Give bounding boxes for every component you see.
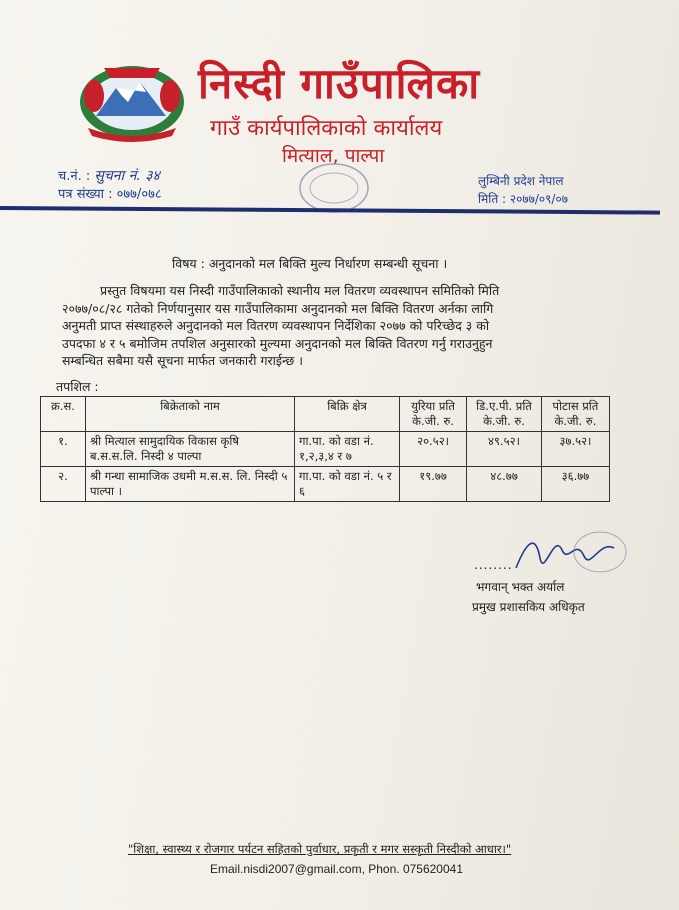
office-subtitle: गाउँ कार्यपालिकाको कार्यालय	[210, 116, 443, 141]
handwritten-signature	[510, 528, 630, 582]
date-label: मिति :	[478, 192, 507, 206]
col-area: बिक्रि क्षेत्र	[295, 397, 400, 432]
table-row	[41, 467, 610, 502]
signatory-title: प्रमुख प्रशासकिय अधिकृत	[472, 600, 585, 614]
office-location: मित्याल, पाल्पा	[282, 145, 385, 167]
cell-area: गा.पा. को वडा नं. १,२,३,४ र ७	[295, 432, 400, 467]
cell-dap: ४९.५२।	[467, 432, 542, 467]
letter-number	[58, 184, 162, 202]
nepal-emblem-logo	[74, 58, 190, 142]
cell-potash: ३७.५२।	[541, 432, 609, 467]
subject-line: विषय : अनुदानको मल बिक्ति मुल्य निर्धारण सम्बन्धी सूचना ।	[172, 256, 448, 271]
date-value: २०७७/०९/०७	[509, 192, 568, 206]
cell-urea: १९.७७	[400, 467, 467, 502]
reference-number	[58, 166, 160, 185]
fertilizer-price-table	[40, 396, 610, 502]
letter-date	[478, 190, 568, 207]
signatory-name: भगवान्‌ भक्त अर्याल	[476, 580, 565, 594]
cell-seller: श्री गन्धा सामाजिक उधमी म.स.स. लि. निस्दी ५ पाल्पा ।	[86, 467, 295, 502]
col-dap: डि.ए.पी. प्रति के.जी. रु.	[467, 397, 542, 432]
footer-motto: "शिक्षा, स्वास्थ्य र रोजगार पर्यटन सहितको पुर्वाधार, प्रकृती र मगर सस्कृती निस्दीको आधार।"	[128, 842, 512, 856]
cell-potash: ३६.७७	[541, 467, 609, 502]
letter-number-label: पत्र संख्या :	[58, 187, 113, 202]
paragraph-line: प्रस्तुत विषयमा यस निस्दी गाउँपालिकाको स्थानीय मल वितरण व्यवस्थापन समितिको मिति	[100, 283, 500, 298]
notice-paragraph	[62, 282, 614, 370]
paragraph-line: सम्बन्धित सबैमा यसै सूचना मार्फत जनकारी गराईन्छ ।	[62, 353, 304, 368]
municipality-title: निस्दी गाउँपालिका	[198, 59, 481, 108]
details-heading: तपशिल :	[56, 379, 99, 394]
col-seller: बिक्रेताको नाम	[86, 397, 295, 432]
col-serial: क्र.स.	[41, 397, 86, 432]
footer-contact: Email.nisdi2007@gmail.com, Phon. 075620041	[210, 862, 464, 876]
cell-dap: ४८.७७	[467, 467, 542, 502]
paragraph-line: उपदफा ४ र ५ बमोजिम तपशिल अनुसारको मुल्यमा अनुदानको मल बिक्ति वितरण गर्नु गराउनुहुन	[62, 335, 493, 351]
table-row	[41, 432, 610, 467]
cell-seller: श्री मित्याल सामुदायिक विकास कृषि ब.स.स.लि. निस्दी ४ पाल्पा	[86, 432, 295, 467]
reference-label: च.नं. :	[58, 169, 91, 184]
cell-serial: २.	[41, 467, 86, 502]
col-potash: पोटास प्रति के.जी. रु.	[541, 397, 609, 432]
cell-urea: २०.५२।	[400, 432, 467, 467]
letter-number-value: ०७७/०७८	[116, 187, 162, 202]
paragraph-line: २०७७/०८/२८ गतेको निर्णयानुसार यस गाउँपालिकामा अनुदानको मल बिक्ति वितरण अर्नका लागि	[62, 300, 494, 316]
paragraph-line: अनुमती प्राप्त संस्थाहरुले अनुदानको मल वितरण व्यवस्थापन निर्देशिका २०७७ को परिच्छेद ३ को	[62, 318, 490, 333]
table-header-row	[41, 397, 610, 432]
cell-area: गा.पा. को वडा नं. ५ र ६	[295, 467, 400, 502]
cell-serial: १.	[41, 432, 86, 467]
province-name: लुम्बिनी प्रदेश नेपाल	[478, 174, 564, 188]
signature-dots: ........	[474, 558, 513, 572]
reference-value: सुचना नं. ३४	[94, 168, 160, 184]
col-urea: युरिया प्रति के.जी. रु.	[400, 397, 467, 432]
